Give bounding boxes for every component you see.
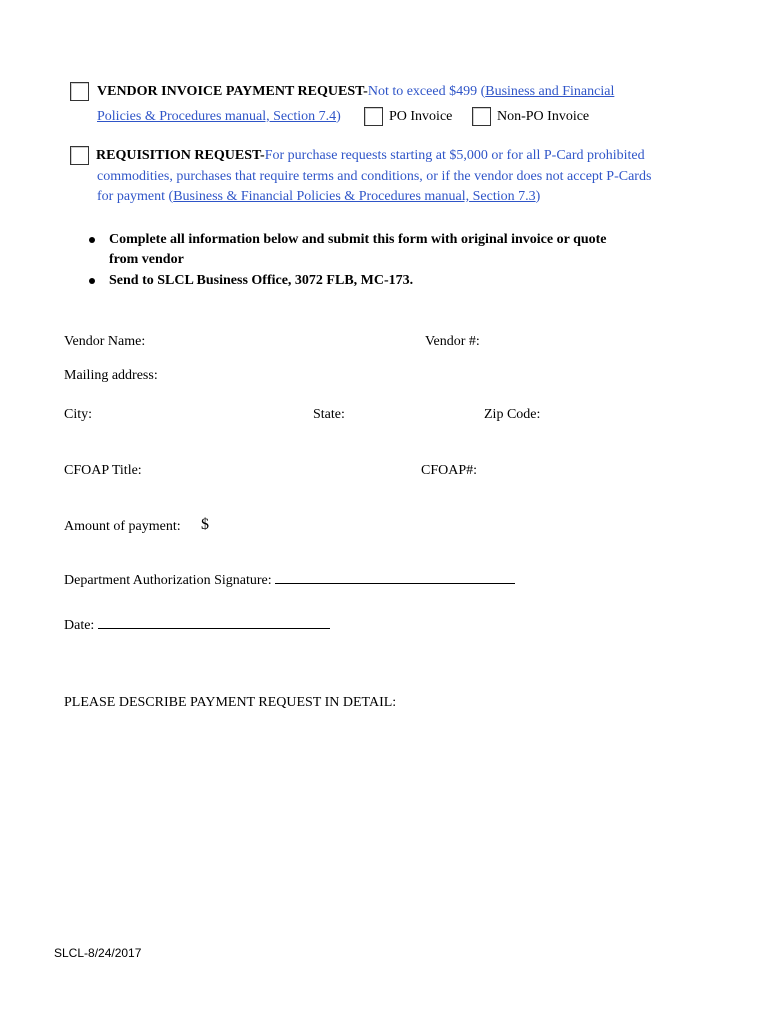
cfoap-number-label: CFOAP#: bbox=[421, 463, 478, 478]
vendor-name-label: Vendor Name: bbox=[64, 334, 146, 349]
state-label: State: bbox=[313, 407, 345, 422]
requisition-title: REQUISITION REQUEST- bbox=[96, 148, 265, 163]
section-7-4-link-part1[interactable]: Business and Financial bbox=[485, 84, 615, 99]
requisition-line3-suffix: ) bbox=[535, 189, 541, 204]
instruction-1-line1: Complete all information below and submit this form with original invoice or quote bbox=[109, 232, 607, 247]
requisition-text-line2: commodities, purchases that require terms and conditions, or if the vendor does not accept P-Cards bbox=[97, 169, 652, 184]
bullet-icon bbox=[89, 278, 95, 284]
po-invoice-label: PO Invoice bbox=[389, 109, 453, 124]
cfoap-title-label: CFOAP Title: bbox=[64, 463, 142, 478]
non-po-invoice-label: Non-PO Invoice bbox=[497, 109, 590, 124]
mailing-address-label: Mailing address: bbox=[64, 368, 158, 383]
vendor-invoice-checkbox[interactable] bbox=[70, 82, 89, 101]
zip-code-label: Zip Code: bbox=[484, 407, 541, 422]
signature-line[interactable] bbox=[275, 582, 515, 584]
city-label: City: bbox=[64, 407, 93, 422]
date-line[interactable] bbox=[98, 627, 330, 629]
dollar-sign: $ bbox=[201, 516, 209, 533]
requisition-checkbox[interactable] bbox=[70, 146, 89, 165]
requisition-line3 bbox=[97, 189, 540, 205]
footer-code: SLCL-8/24/2017 bbox=[54, 946, 142, 960]
non-po-invoice-checkbox[interactable] bbox=[472, 107, 491, 126]
vendor-invoice-line1 bbox=[97, 84, 614, 100]
instruction-2: Send to SLCL Business Office, 3072 FLB, MC-173. bbox=[109, 273, 414, 288]
requisition-text-line1: For purchase requests starting at $5,000 or for all P-Card prohibited bbox=[264, 148, 645, 163]
requisition-line3-prefix: for payment ( bbox=[97, 189, 174, 204]
vendor-invoice-title: VENDOR INVOICE PAYMENT REQUEST- bbox=[97, 84, 368, 99]
vendor-invoice-note: Not to exceed $499 ( bbox=[367, 84, 486, 99]
instruction-1-line2: from vendor bbox=[109, 252, 184, 267]
describe-request-label: PLEASE DESCRIBE PAYMENT REQUEST IN DETAIL: bbox=[64, 695, 397, 710]
bullet-icon bbox=[89, 237, 95, 243]
signature-label: Department Authorization Signature: bbox=[64, 573, 272, 588]
vendor-invoice-line2 bbox=[97, 109, 341, 125]
po-invoice-checkbox[interactable] bbox=[364, 107, 383, 126]
vendor-number-label: Vendor #: bbox=[425, 334, 480, 349]
amount-of-payment-label: Amount of payment: bbox=[64, 519, 181, 534]
signature-row bbox=[64, 573, 515, 589]
requisition-line1 bbox=[96, 148, 645, 164]
section-7-4-link-part2[interactable]: Policies & Procedures manual, Section 7.4 bbox=[97, 109, 337, 124]
vendor-invoice-close-paren: ) bbox=[336, 109, 341, 124]
date-label: Date: bbox=[64, 618, 95, 633]
section-7-3-link[interactable]: Business & Financial Policies & Procedures manual, Section 7.3 bbox=[173, 189, 536, 204]
date-row bbox=[64, 618, 330, 634]
